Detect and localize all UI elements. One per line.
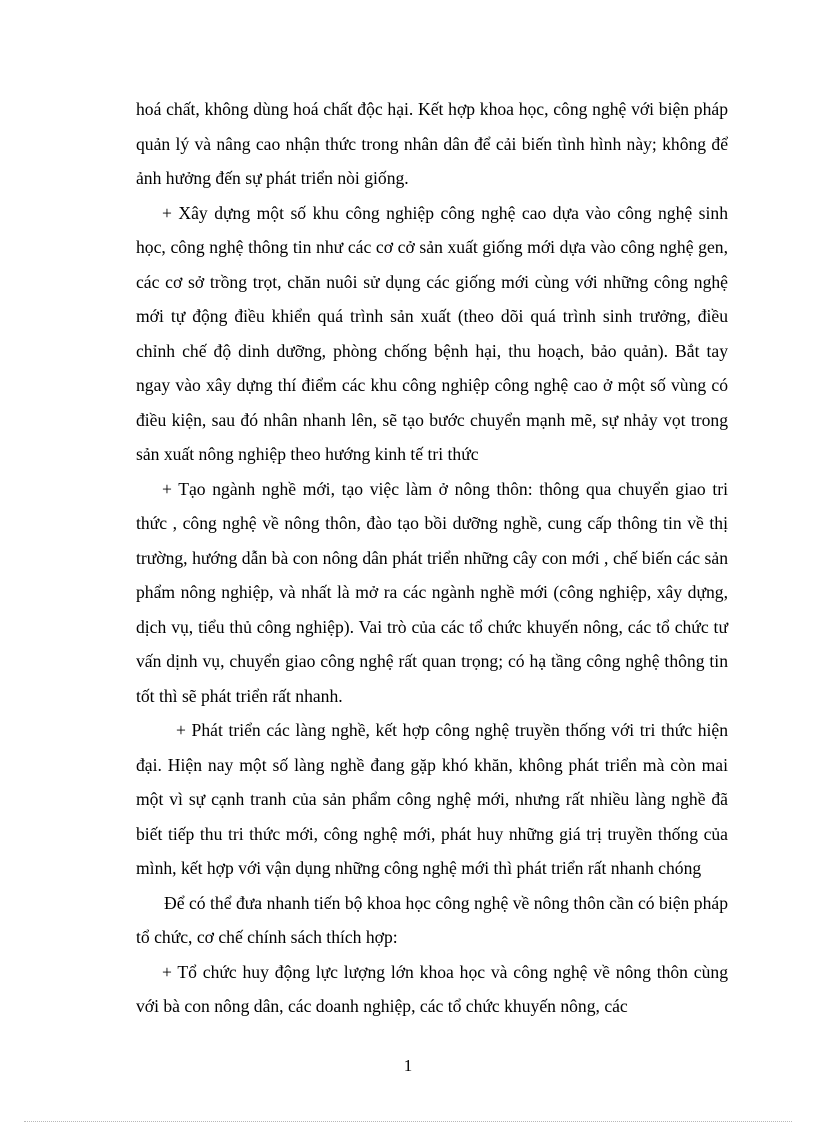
paragraph-5: Để có thể đưa nhanh tiến bộ khoa học công nghệ về nông thôn cần có biện pháp tổ chức, cơ chế chính sách thích hợp: <box>136 892 728 947</box>
page-boundary-divider <box>24 1121 792 1122</box>
paragraph-1: hoá chất, không dùng hoá chất độc hại. Kết hợp khoa học, công nghệ với biện pháp quản lý và nâng cao nhận thức trong nhân dân để cải biến tình hình này; không để ảnh hưởng đến sự phát triển nòi giống. <box>136 99 728 188</box>
page-number: 1 <box>403 1056 413 1075</box>
paragraph-2: + Xây dựng một số khu công nghiệp công nghệ cao dựa vào công nghệ sinh học, công nghệ thông tin như các cơ cở sản xuất giống mới dựa vào công nghệ gen, các cơ sở trồng trọt, chăn nuôi sử dụng các giống mới cùng với những công nghệ mới tự động điều khiển quá trình sản xuất (theo dõi quá trình sinh trưởng, điều chỉnh chế độ dinh dưỡng, phòng chống bệnh hại, thu hoạch, bảo quản). Bắt tay ngay vào xây dựng thí điểm các khu công nghiệp công nghệ cao ở một số vùng có điều kiện, sau đó nhân nhanh lên, sẽ tạo bước chuyển mạnh mẽ, sự nhảy vọt trong sản xuất nông nghiệp theo hướng kinh tế tri thức <box>136 202 728 464</box>
paragraph-3: + Tạo ngành nghề mới, tạo việc làm ở nông thôn: thông qua chuyển giao tri thức , công nghệ về nông thôn, đào tạo bồi dưỡng nghề, cung cấp thông tin về thị trường, hướng dẫn bà con nông dân phát triển những cây con mới , chế biến các sản phẩm nông nghiệp, và nhất là mở ra các ngành nghề mới (công nghiệp, xây dựng, dịch vụ, tiểu thủ công nghiệp). Vai trò của các tổ chức khuyến nông, các tổ chức tư vấn dịnh vụ, chuyển giao công nghệ rất quan trọng; có hạ tầng công nghệ thông tin tốt thì sẽ phát triển rất nhanh. <box>136 478 728 706</box>
paragraph-6: + Tổ chức huy động lực lượng lớn khoa học và công nghệ về nông thôn cùng với bà con nông dân, các doanh nghiệp, các tổ chức khuyến nông, các <box>136 961 728 1016</box>
paragraph-4: + Phát triển các làng nghề, kết hợp công nghệ truyền thống với tri thức hiện đại. Hiện nay một số làng nghề đang gặp khó khăn, không phát triển mà còn mai một vì sự cạnh tranh của sản phẩm công nghệ mới, nhưng rất nhiều làng nghề đã biết tiếp thu tri thức mới, công nghệ mới, phát huy những giá trị truyền thống của mình, kết hợp với vận dụng những công nghệ mới thì phát triển rất nhanh chóng <box>136 720 728 878</box>
body-text <box>136 92 728 1024</box>
